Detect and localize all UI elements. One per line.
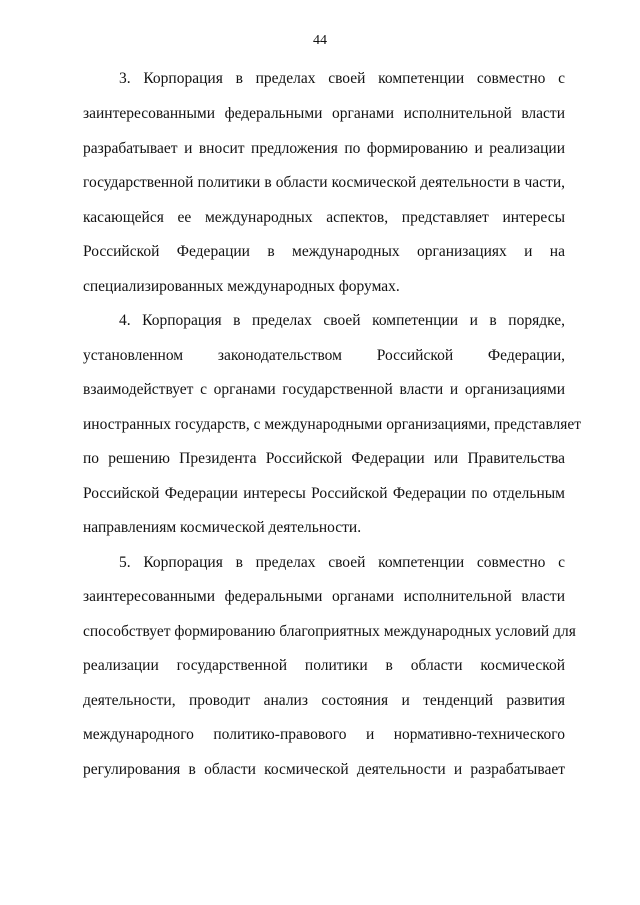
paragraph-3-line-3: разрабатывает и вносит предложения по формированию и реализации [83, 140, 565, 157]
paragraph-3-line-7: специализированных международных форумах. [83, 278, 400, 295]
paragraph-4-line-1: 4. Корпорация в пределах своей компетенции и в порядке, [119, 312, 565, 329]
paragraph-4-line-7: направлениям космической деятельности. [83, 519, 362, 536]
page-number: 44 [313, 33, 327, 48]
paragraph-3-line-1: 3. Корпорация в пределах своей компетенции совместно с [119, 70, 565, 87]
paragraph-4-line-6: Российской Федерации интересы Российской Федерации по отдельным [83, 485, 565, 502]
paragraph-5-line-3: способствует формированию благоприятных международных условий для [83, 623, 576, 640]
paragraph-4-line-4: иностранных государств, с международными организациями, представляет [83, 416, 582, 433]
paragraph-5-line-7: регулирования в области космической деятельности и разрабатывает [83, 761, 565, 778]
paragraph-5-line-4: реализации государственной политики в области космической [83, 657, 565, 674]
paragraph-3-line-4: государственной политики в области космической деятельности в части, [83, 174, 565, 191]
paragraph-3-line-6: Российской Федерации в международных организациях и на [83, 243, 565, 260]
paragraph-5-line-1: 5. Корпорация в пределах своей компетенции совместно с [119, 554, 565, 571]
paragraph-4-line-3: взаимодействует с органами государственной власти и организациями [83, 381, 565, 398]
paragraph-5-line-2: заинтересованными федеральными органами исполнительной власти [83, 588, 565, 605]
paragraph-4-line-2: установленном законодательством Российской Федерации, [83, 347, 565, 364]
paragraph-4-line-5: по решению Президента Российской Федерации или Правительства [83, 450, 565, 467]
paragraph-3-line-2: заинтересованными федеральными органами исполнительной власти [83, 105, 565, 122]
paragraph-5-line-5: деятельности, проводит анализ состояния и тенденций развития [83, 692, 565, 709]
paragraph-3-line-5: касающейся ее международных аспектов, представляет интересы [83, 209, 565, 226]
paragraph-5-line-6: международного политико-правового и нормативно-технического [83, 726, 565, 743]
